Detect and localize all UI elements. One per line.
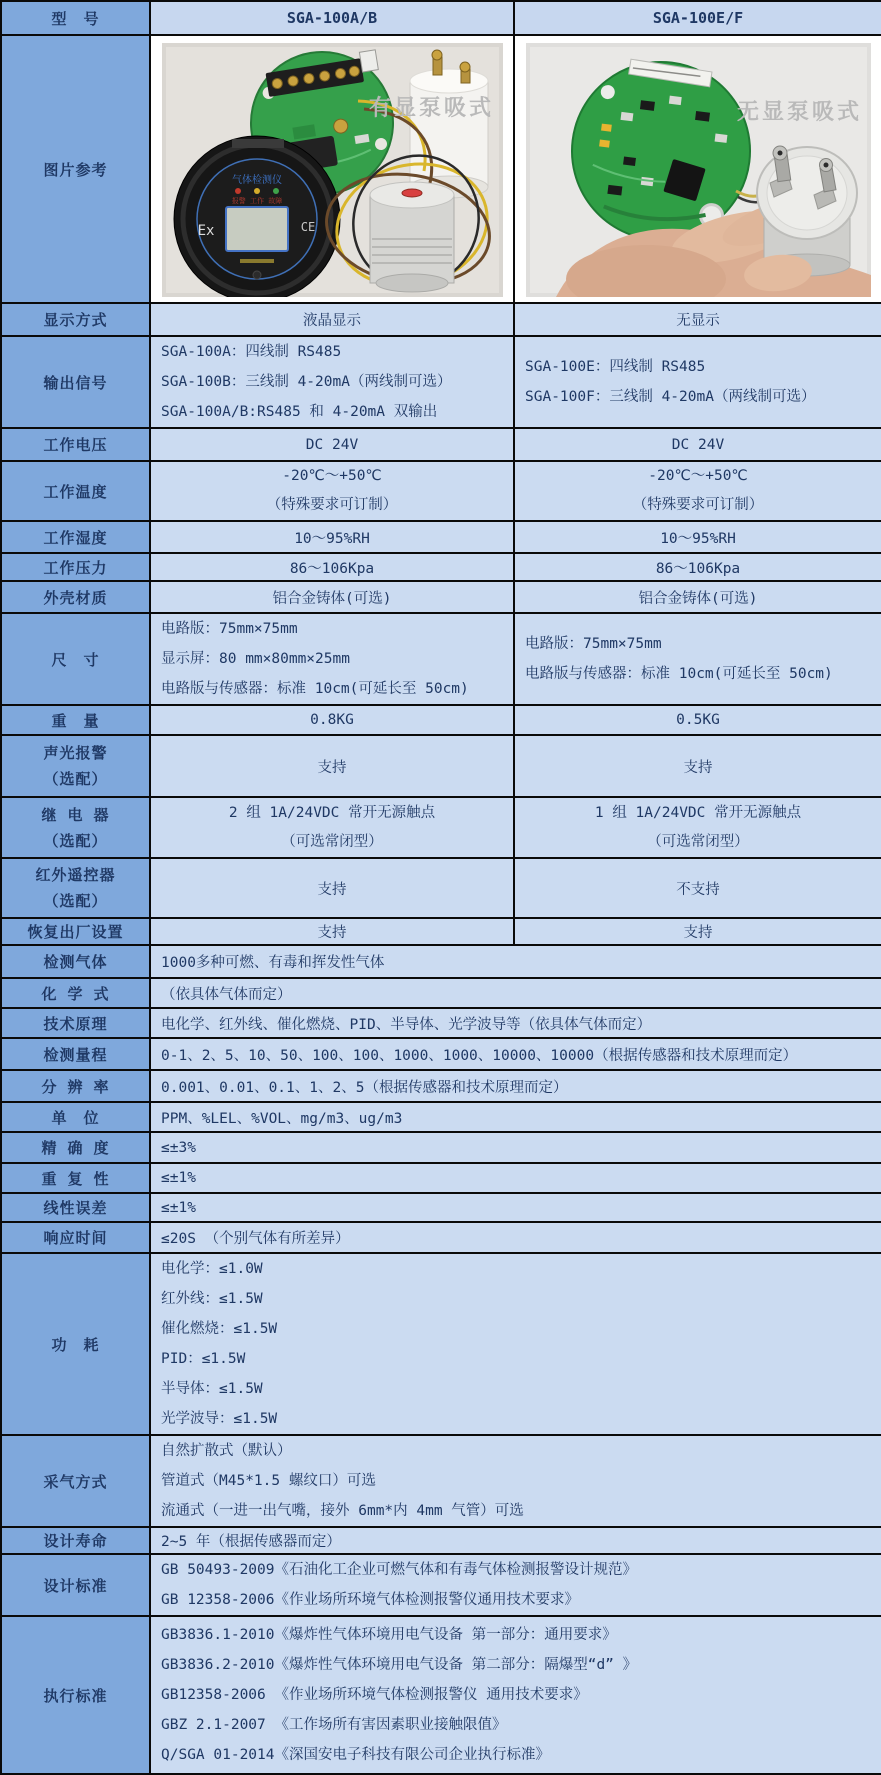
span-value-cell: 2~5 年（根据传感器而定） [150,1527,881,1554]
row-accuracy [1,1132,881,1163]
span-value-cell [150,1616,881,1774]
label-cell: 检测气体 [1,945,150,978]
value-line: 电路版与传感器：标准 10cm(可延长至 50cm) [525,666,833,682]
label-cell: 尺 寸 [1,613,150,705]
value-line: （特殊要求可订制） [266,497,398,513]
label-cell: 采气方式 [1,1435,150,1527]
value-line: -20℃～+50℃ [648,468,748,484]
value-line: GB 12358-2006《作业场所环境气体检测报警仪通用技术要求》 [161,1592,579,1608]
row-ir-remote [1,858,881,918]
span-value-cell: ≤20S （个别气体有所差异） [150,1222,881,1253]
photo-cell-sga100ab [150,35,514,303]
row-unit [1,1102,881,1132]
label-line: （选配） [43,831,108,850]
ribbed-silver-sensor [370,182,454,292]
label-line: 继 电 器 [41,805,110,824]
row-power-consumption [1,1253,881,1435]
row-display-mode [1,303,881,336]
row-dimensions [1,613,881,705]
ex-mark-text: Ex [197,223,215,239]
span-value-cell: 0.001、0.01、0.1、1、2、5（根据传感器和技术原理而定） [150,1070,881,1102]
value-line: -20℃～+50℃ [282,468,382,484]
label-cell: 单 位 [1,1102,150,1132]
row-weight [1,705,881,735]
value-cell-b: 支持 [514,918,881,945]
row-shell-material [1,581,881,613]
span-value-cell [150,1253,881,1435]
value-cell-b: 支持 [514,735,881,797]
row-photos [1,35,881,303]
label-line: 红外遥控器 [35,866,116,884]
label-line: （选配） [43,770,108,788]
row-linearity-error [1,1193,881,1222]
value-line: 显示屏：80 mm×80mm×25mm [161,651,350,667]
row-detected-gas [1,945,881,978]
model-a-header: SGA-100A/B [150,1,514,35]
row-pressure [1,553,881,581]
label-cell: 工作温度 [1,461,150,521]
model-label: 型 号 [1,1,150,35]
value-line: 2 组 1A/24VDC 常开无源触点 [228,804,436,821]
row-design-standard [1,1554,881,1616]
value-cell-b [514,461,881,521]
value-cell-a [150,613,514,705]
value-cell-b [514,797,881,858]
label-line: 声光报警 [43,744,108,762]
value-line: GBZ 2.1-2007 《工作场所有害因素职业接触限值》 [161,1717,507,1733]
value-line: 管道式（M45*1.5 螺纹口）可选 [161,1473,376,1489]
label-cell: 设计寿命 [1,1527,150,1554]
product-photo-sga100ef [526,43,871,297]
row-factory-reset [1,918,881,945]
value-line: 1 组 1A/24VDC 常开无源触点 [594,804,802,821]
row-voltage [1,428,881,461]
value-cell-b [514,336,881,428]
value-cell-a [150,336,514,428]
value-cell-b: 不支持 [514,858,881,918]
span-value-cell: 1000多种可燃、有毒和挥发性气体 [150,945,881,978]
row-design-life [1,1527,881,1554]
label-cell: 工作电压 [1,428,150,461]
value-line: （特殊要求可订制） [632,497,764,513]
label-cell: 恢复出厂设置 [1,918,150,945]
label-cell: 工作压力 [1,553,150,581]
value-line: Q/SGA 01-2014《深国安电子科技有限公司企业执行标准》 [161,1747,550,1763]
value-line: 电化学：≤1.0W [161,1261,263,1277]
span-value-cell: ≤±1% [150,1163,881,1193]
label-cell: 分 辨 率 [1,1070,150,1102]
detector-head [174,136,340,297]
photo-row-label: 图片参考 [1,35,150,303]
span-value-cell: PPM、%LEL、%VOL、mg/m3、ug/m3 [150,1102,881,1132]
watermark-left-text: 有显泵吸式 [368,96,494,121]
label-cell: 技术原理 [1,1008,150,1038]
row-execution-standard [1,1616,881,1774]
value-line: 电路版：75mm×75mm [161,621,298,637]
label-line: （选配） [43,892,108,910]
row-humidity [1,521,881,553]
value-cell-a: 支持 [150,735,514,797]
value-line: SGA-100F：三线制 4-20mA（两线制可选） [525,389,816,405]
span-value-cell: 电化学、红外线、催化燃烧、PID、半导体、光学波导等（依具体气体而定） [150,1008,881,1038]
label-cell: 精 确 度 [1,1132,150,1163]
ce-mark-text: CE [300,220,316,234]
model-b-header: SGA-100E/F [514,1,881,35]
row-relay [1,797,881,858]
label-cell: 输出信号 [1,336,150,428]
label-cell: 响应时间 [1,1222,150,1253]
value-cell-a: 支持 [150,858,514,918]
value-line: PID：≤1.5W [161,1351,246,1367]
label-cell: 重 复 性 [1,1163,150,1193]
value-cell-a: 0.8KG [150,705,514,735]
row-response-time [1,1222,881,1253]
value-line: SGA-100B：三线制 4-20mA（两线制可选） [161,374,452,390]
row-temperature [1,461,881,521]
label-cell: 功 耗 [1,1253,150,1435]
row-resolution [1,1070,881,1102]
label-cell: 工作湿度 [1,521,150,553]
value-cell-b: 0.5KG [514,705,881,735]
label-cell: 外壳材质 [1,581,150,613]
label-cell [1,735,150,797]
value-cell-a [150,797,514,858]
value-cell-a: 10～95%RH [150,521,514,553]
value-line: （可选常闭型） [647,833,749,850]
value-line: 电路版与传感器：标准 10cm(可延长至 50cm) [161,681,469,697]
label-cell: 重 量 [1,705,150,735]
row-repeatability [1,1163,881,1193]
value-cell-a: 86～106Kpa [150,553,514,581]
value-cell-a: 液晶显示 [150,303,514,336]
label-cell [1,858,150,918]
detector-title-text: 气体检测仪 [232,175,282,186]
value-line: SGA-100A/B:RS485 和 4-20mA 双输出 [161,404,438,420]
value-cell-b: 86～106Kpa [514,553,881,581]
value-line: 红外线：≤1.5W [161,1291,263,1307]
row-technical-principle [1,1008,881,1038]
row-model [1,1,881,35]
span-value-cell [150,1554,881,1616]
value-cell-a: DC 24V [150,428,514,461]
value-line: GB12358-2006 《作业场所环境气体检测报警仪 通用技术要求》 [161,1687,588,1703]
value-cell-b: 无显示 [514,303,881,336]
value-cell-b: DC 24V [514,428,881,461]
row-output-signal [1,336,881,428]
value-line: SGA-100E：四线制 RS485 [525,359,706,375]
watermark-right-text: 无显泵吸式 [736,100,862,125]
value-line: GB 50493-2009《石油化工企业可燃气体和有毒气体检测报警设计规范》 [161,1562,637,1578]
label-cell: 执行标准 [1,1616,150,1774]
value-line: GB3836.1-2010《爆炸性气体环境用电气设备 第一部分：通用要求》 [161,1627,617,1643]
row-sound-light-alarm [1,735,881,797]
value-line: GB3836.2-2010《爆炸性气体环境用电气设备 第二部分：隔爆型“d” 》 [161,1657,638,1673]
label-cell: 显示方式 [1,303,150,336]
value-cell-b: 铝合金铸体(可选) [514,581,881,613]
label-cell: 设计标准 [1,1554,150,1616]
value-cell-b [514,613,881,705]
value-line: 催化燃烧：≤1.5W [161,1321,278,1337]
label-cell [1,797,150,858]
span-value-cell: ≤±1% [150,1193,881,1222]
value-line: 自然扩散式（默认） [161,1443,292,1459]
row-chemical-formula [1,978,881,1008]
value-line: （可选常闭型） [281,833,383,850]
value-cell-a: 支持 [150,918,514,945]
span-value-cell: 0-1、2、5、10、50、100、100、1000、1000、10000、10000（根据传感器和技术原理而定） [150,1038,881,1070]
value-line: 光学波导：≤1.5W [161,1411,278,1427]
label-cell: 线性误差 [1,1193,150,1222]
value-cell-b: 10～95%RH [514,521,881,553]
span-value-cell [150,1435,881,1527]
label-cell: 检测量程 [1,1038,150,1070]
product-photo-sga100ab [162,43,503,297]
value-cell-a [150,461,514,521]
value-cell-a: 铝合金铸体(可选) [150,581,514,613]
value-line: 流通式（一进一出气嘴，接外 6mm*内 4mm 气管）可选 [161,1503,524,1519]
value-line: 半导体：≤1.5W [161,1381,263,1397]
row-gas-sampling [1,1435,881,1527]
label-cell: 化 学 式 [1,978,150,1008]
led-labels-text: 报警 工作 故障 [231,197,283,205]
span-value-cell: （依具体气体而定） [150,978,881,1008]
value-line: SGA-100A：四线制 RS485 [161,344,342,360]
row-detection-range [1,1038,881,1070]
span-value-cell: ≤±3% [150,1132,881,1163]
photo-cell-sga100ef [514,35,881,303]
value-line: 电路版：75mm×75mm [525,636,662,652]
